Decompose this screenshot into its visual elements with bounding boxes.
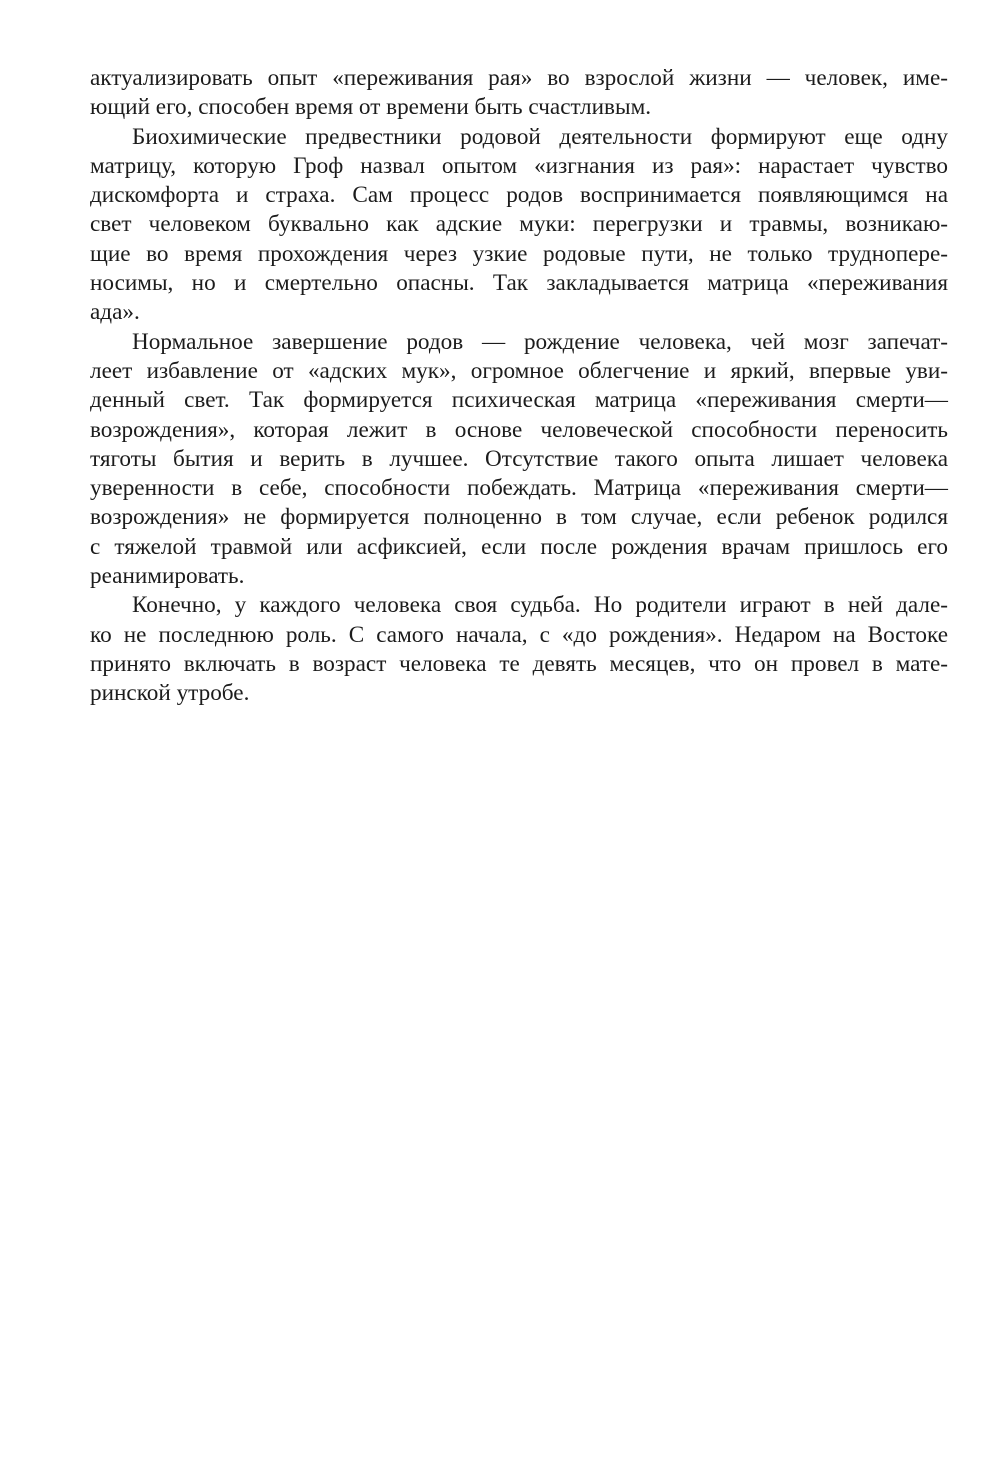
text-line: Нормальное завершение родов — рождение человека, чей мозг запечат- bbox=[132, 328, 948, 355]
text-line: свет человеком буквально как адские муки: перегрузки и травмы, возникаю- bbox=[90, 211, 948, 238]
text-line: дискомфорта и страха. Сам процесс родов воспринимается появляющимся на bbox=[90, 182, 948, 209]
text-line: ющий его, способен время от времени быть счастливым. bbox=[90, 94, 652, 121]
text-line: актуализировать опыт «переживания рая» во взрослой жизни — человек, име- bbox=[90, 65, 948, 91]
text-line: с тяжелой травмой или асфиксией, если после рождения врачам пришлось его bbox=[90, 533, 948, 560]
text-line: щие во время прохождения через узкие родовые пути, не только труднопере- bbox=[90, 240, 948, 267]
text-line: возрождения», которая лежит в основе человеческой способности переносить bbox=[90, 416, 948, 443]
text-line: носимы, но и смертельно опасны. Так закладывается матрица «переживания bbox=[90, 270, 948, 297]
text-line: денный свет. Так формируется психическая матрица «переживания смерти— bbox=[90, 387, 948, 414]
text-line: Конечно, у каждого человека своя судьба. Но родители играют в ней дале- bbox=[132, 592, 948, 619]
text-line: возрождения» не формируется полноценно в том случае, если ребенок родился bbox=[90, 504, 948, 531]
text-line: принято включать в возраст человека те девять месяцев, что он провел в мате- bbox=[90, 650, 948, 677]
text-line: ада». bbox=[90, 299, 140, 326]
text-line: тяготы бытия и верить в лучшее. Отсутствие такого опыта лишает человека bbox=[90, 445, 948, 472]
text-line: матрицу, которую Гроф назвал опытом «изгнания из рая»: нарастает чувство bbox=[90, 152, 948, 179]
text-line: леет избавление от «адских мук», огромное облегчение и яркий, впервые уви- bbox=[90, 357, 948, 384]
text-line: уверенности в себе, способности побеждать. Матрица «переживания смерти— bbox=[90, 475, 948, 502]
paragraph-4 bbox=[90, 591, 948, 708]
text-line: ринской утробе. bbox=[90, 680, 250, 707]
text-line: ко не последнюю роль. С самого начала, с «до рождения». Недаром на Востоке bbox=[90, 621, 948, 648]
paragraph-1 bbox=[90, 64, 948, 123]
document-page bbox=[90, 64, 948, 709]
text-line: реанимировать. bbox=[90, 563, 245, 590]
paragraph-2 bbox=[90, 123, 948, 328]
paragraph-3 bbox=[90, 328, 948, 592]
text-line: Биохимические предвестники родовой деятельности формируют еще одну bbox=[132, 123, 948, 150]
